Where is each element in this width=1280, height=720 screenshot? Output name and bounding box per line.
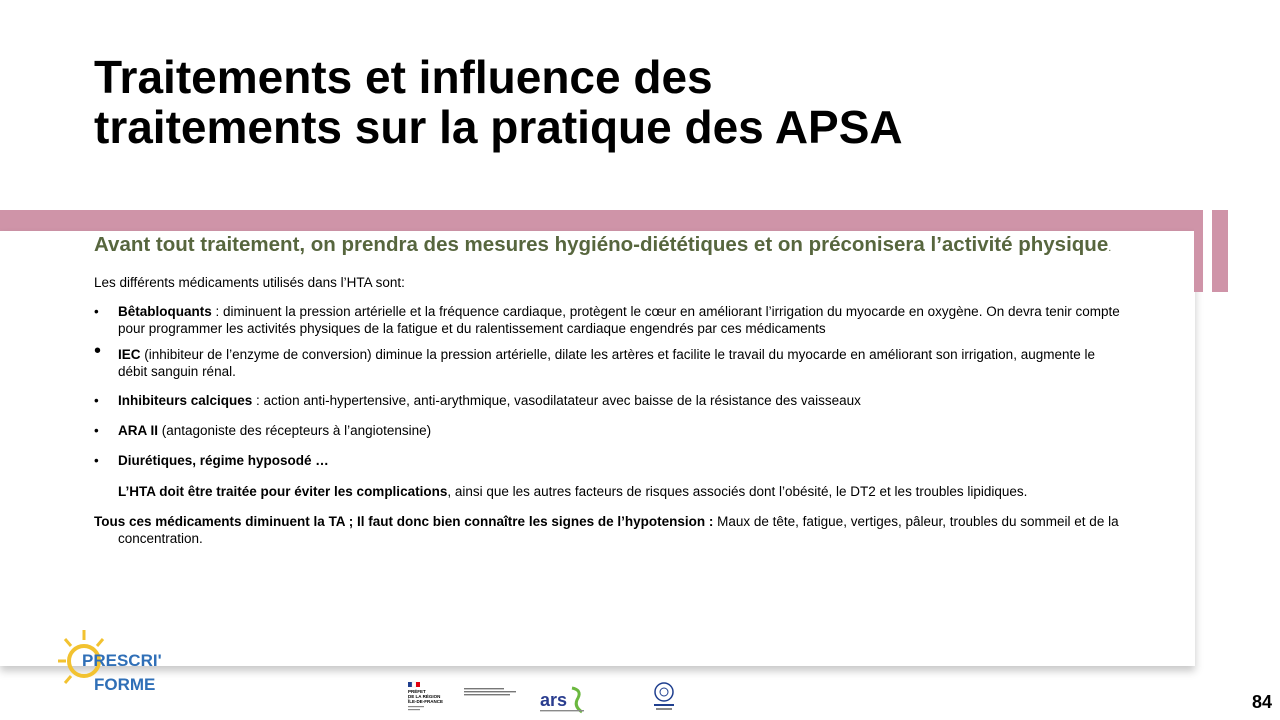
prescriforme-logo bbox=[58, 628, 174, 700]
decorative-band bbox=[0, 210, 1203, 231]
med-desc: : action anti-hypertensive, anti-arythmique, vasodilatateur avec baisse de la résistance des vaisseaux bbox=[252, 393, 861, 408]
list-item bbox=[94, 392, 1124, 409]
list-item bbox=[94, 303, 1124, 337]
prescriforme-text-2: FORME bbox=[94, 675, 156, 694]
slide-title bbox=[94, 52, 1094, 152]
medications-lead: Les différents médicaments utilisés dans l’HTA sont: bbox=[94, 275, 405, 290]
direction-regionale-logo bbox=[464, 688, 516, 695]
hta-rest: , ainsi que les autres facteurs de risques associés dont l’obésité, le DT2 et les troubles lipidiques. bbox=[447, 484, 1028, 499]
bullet: • bbox=[94, 423, 99, 438]
med-desc: : diminuent la pression artérielle et la fréquence cardiaque, protègent le cœur en améliorant l’irrigation du myocarde en oxygène. On devra tenir compte pour programmer les activités physiques de la fatigue et du ralentissement cardiaque engendrés par ces médicaments bbox=[118, 304, 1120, 336]
med-name: Diurétiques, régime hyposodé … bbox=[118, 453, 329, 468]
slide-title-line1: Traitements et influence des bbox=[94, 51, 713, 103]
med-desc: (inhibiteur de l’enzyme de conversion) diminue la pression artérielle, dilate les artères et facilite le travail du myocarde en améliorant son irrigation, augmente le débit sanguin rénal. bbox=[118, 347, 1095, 379]
list-item bbox=[94, 422, 1124, 439]
med-name: IEC bbox=[118, 347, 141, 362]
hypotension-rest: Maux de tête, fatigue, vertiges, pâleur, troubles du sommeil et de la concentration. bbox=[118, 514, 1119, 546]
med-name: ARA II bbox=[118, 423, 158, 438]
list-item bbox=[94, 340, 1124, 380]
bullet: • bbox=[94, 304, 99, 319]
ars-logo bbox=[540, 688, 584, 712]
hta-bold: L’HTA doit être traitée pour éviter les complications bbox=[118, 484, 448, 499]
prefet-text-1: PRÉFET bbox=[408, 689, 426, 694]
olympic-emblem bbox=[654, 683, 674, 710]
intro-statement bbox=[94, 233, 1124, 260]
prescriforme-text-1: PRESCRI' bbox=[82, 651, 162, 670]
republique-francaise-logo bbox=[407, 682, 443, 710]
decorative-band-right-thick bbox=[1212, 210, 1228, 292]
bullet: • bbox=[94, 453, 99, 468]
page-number: 84 bbox=[1252, 692, 1273, 712]
partner-logos bbox=[400, 680, 700, 716]
prefet-text-2: DE LA RÉGION bbox=[408, 694, 441, 699]
medication-list bbox=[94, 303, 1124, 469]
decorative-band-right-thin bbox=[1194, 210, 1203, 292]
hta-statement bbox=[94, 483, 1124, 500]
prefet-text-3: ÎLE-DE-FRANCE bbox=[408, 699, 443, 704]
bullet: • bbox=[94, 393, 99, 408]
intro-text: Avant tout traitement, on prendra des mesures hygiéno-diététiques et on préconisera l’activité physique bbox=[94, 233, 1109, 256]
hypotension-bold: Tous ces médicaments diminuent la TA ; Il faut donc bien connaître les signes de l’hypotension : bbox=[94, 514, 718, 529]
hypotension-statement bbox=[94, 513, 1124, 547]
list-item bbox=[94, 452, 1124, 469]
intro-dot: . bbox=[1108, 242, 1112, 254]
ars-text: ars bbox=[540, 690, 568, 710]
med-desc: (antagoniste des récepteurs à l’angiotensine) bbox=[158, 423, 432, 438]
slide-body bbox=[94, 233, 1124, 547]
med-name: Bêtabloquants bbox=[118, 304, 212, 319]
med-name: Inhibiteurs calciques bbox=[118, 393, 253, 408]
bullet: • bbox=[94, 340, 102, 362]
slide-title-line2: traitements sur la pratique des APSA bbox=[94, 101, 903, 153]
